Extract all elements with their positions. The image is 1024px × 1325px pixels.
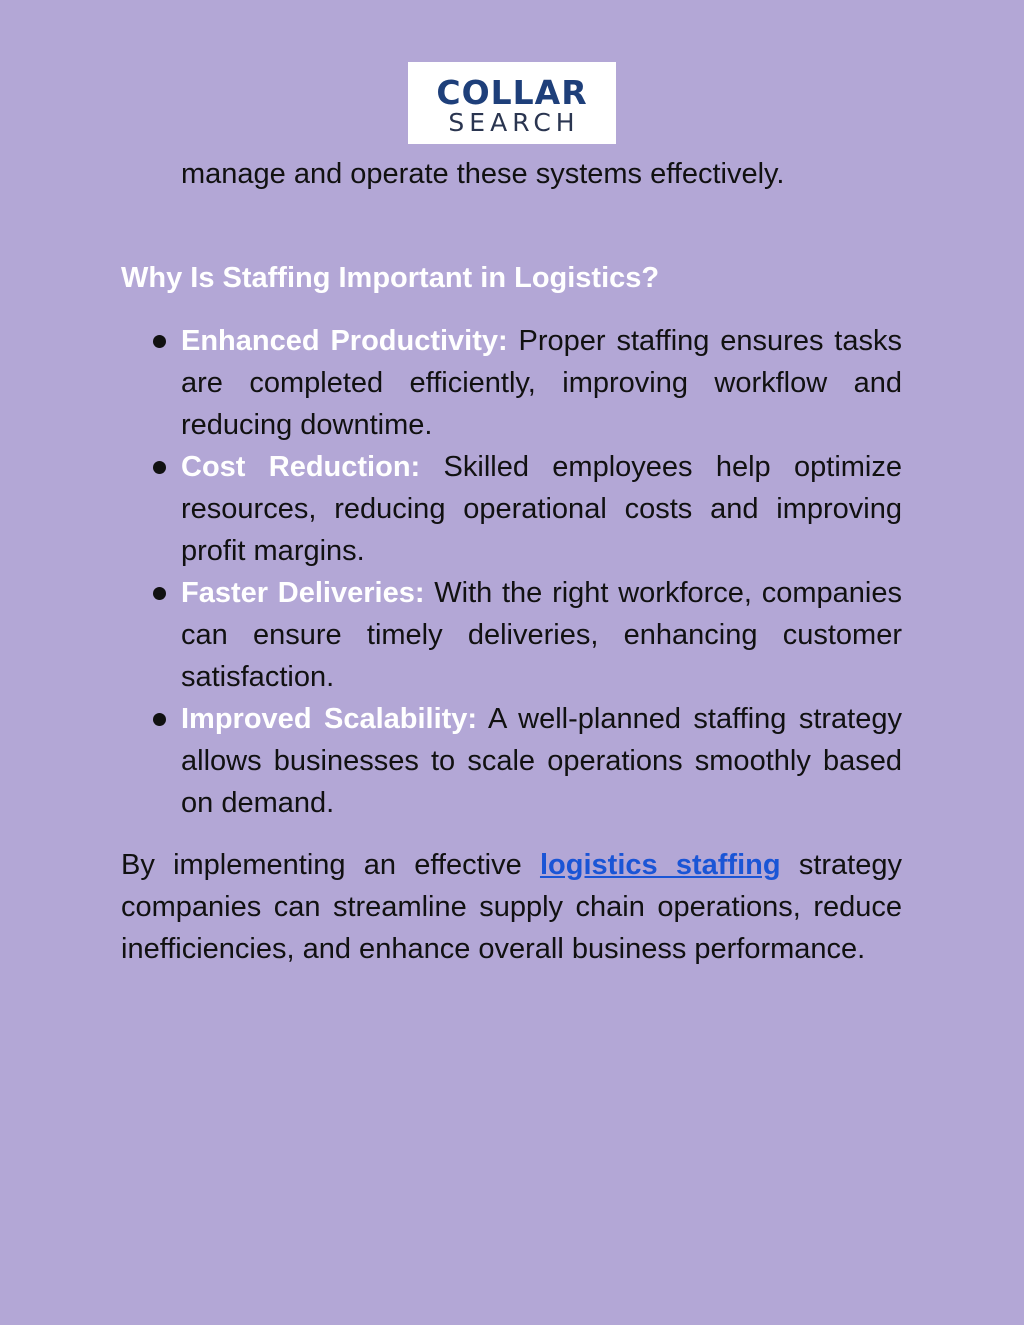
bullet-text: Skilled employees help optimize resources, reducing operational costs and improving profit margins.: [181, 451, 902, 567]
bullet-text: Proper staffing ensures tasks are completed efficiently, improving workflow and reducing downtime.: [181, 325, 902, 441]
bullet-dot-icon: [153, 461, 166, 474]
bullet-dot-icon: [153, 713, 166, 726]
bullet-item-productivity: [121, 320, 902, 446]
closing-text-before: By implementing an effective: [121, 849, 522, 881]
bullet-item-cost: [121, 446, 902, 572]
bullet-text: A well-planned staffing strategy allows businesses to scale operations smoothly based on demand.: [181, 703, 902, 819]
collar-search-logo: [408, 62, 616, 144]
closing-paragraph: [121, 844, 902, 970]
bullet-term: Enhanced Productivity:: [181, 325, 508, 357]
intro-line: manage and operate these systems effectively.: [181, 158, 785, 190]
bullet-list: [121, 320, 902, 824]
logistics-staffing-link[interactable]: logistics staffing: [539, 849, 781, 881]
bullet-item-scalability: [121, 698, 902, 824]
bullet-term: Cost Reduction:: [181, 451, 421, 483]
section-heading: Why Is Staffing Important in Logistics?: [121, 262, 660, 294]
closing-text-after: strategy companies can streamline supply chain operations, reduce inefficiencies, and enhance overall business performance.: [121, 849, 902, 965]
bullet-dot-icon: [153, 335, 166, 348]
logo-search-text: SEARCH: [448, 108, 580, 137]
bullet-item-deliveries: [121, 572, 902, 698]
bullet-term: Faster Deliveries:: [181, 577, 425, 609]
bullet-text: With the right workforce, companies can ensure timely deliveries, enhancing customer satisfaction.: [181, 577, 902, 693]
logo-collar-text: COLLAR: [436, 73, 588, 112]
bullet-term: Improved Scalability:: [181, 703, 478, 735]
bullet-dot-icon: [153, 587, 166, 600]
